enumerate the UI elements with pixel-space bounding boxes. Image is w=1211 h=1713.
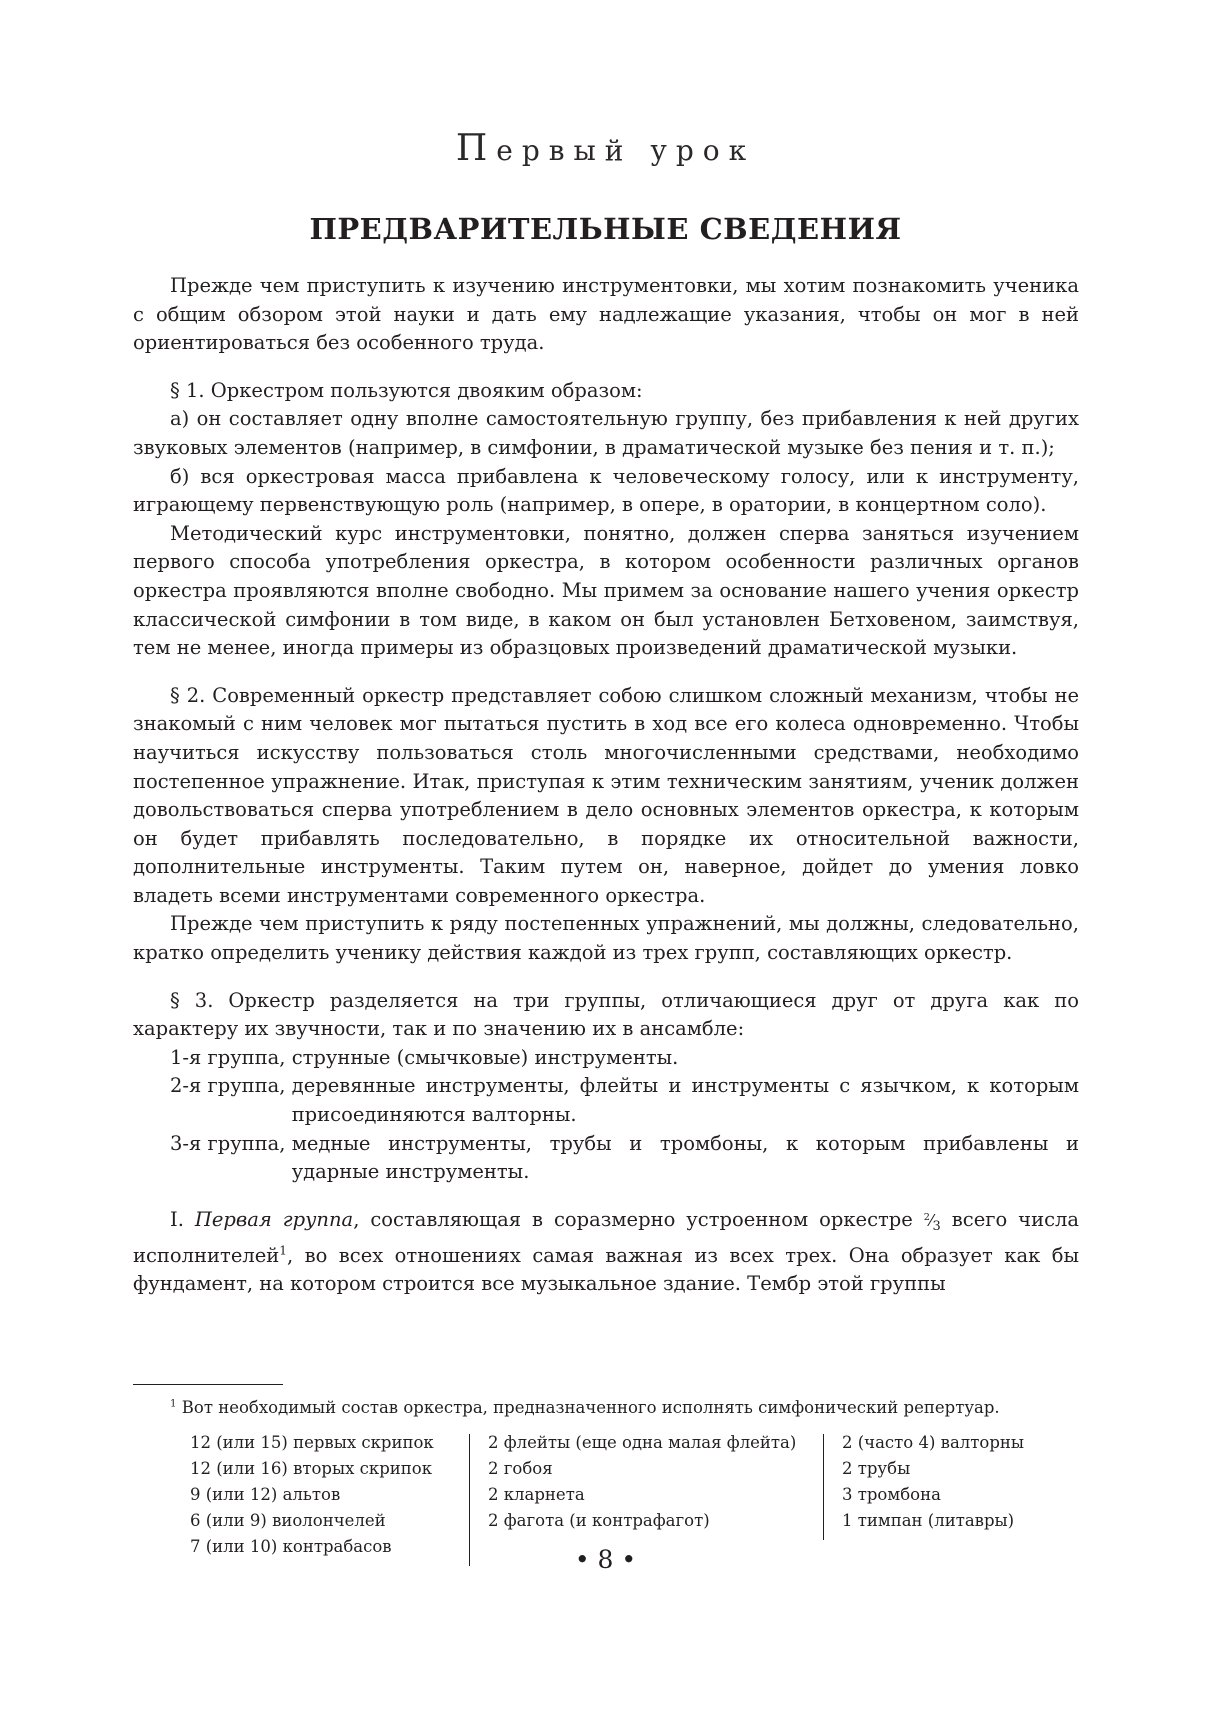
section-2-paragraph: § 2. Современный оркестр представляет собою слишком сложный механизм, чтобы не знакомый с ним человек мог пытаться пустить в ход все его колеса одновременно. Чтобы научиться искусству пользоваться столь многочисленными средствами, необходимо постепенное упражнение. Итак, приступая к этим техническим занятиям, ученик должен довольствоваться сперва употреблением в дело основных элементов оркестра, к которым он будет прибавлять последовательно, в порядке их относительной важности, дополнительные инструменты. Таким путем он, наверное, дойдет до умения ловко владеть всеми инструментами современного оркестра. — [133, 683, 1079, 907]
section-1-paragraph: Методический курс инструментовки, понятно, должен сперва заняться изучением первого способа употребления оркестра, в котором особенности различных органов оркестра проявляются вполне свободно. Мы примем за основание нашего учения оркестр классической симфонии в том виде, в каком он был установлен Бетховеном, заимствуя, тем не менее, иногда примеры из образцовых произведений драматической музыки. — [133, 521, 1079, 660]
footnote-text-line — [133, 1396, 1079, 1420]
strings-item: 9 (или 12) альтов — [190, 1485, 341, 1504]
section-3-heading: § 3. Оркестр разделяется на три группы, отличающиеся друг от друга как по характеру их звучности, так и по значению их в ансамбле: — [133, 988, 1079, 1041]
fraction-numerator: 2 — [923, 1211, 930, 1223]
section-1-item-a: а) он составляет одну вполне самостоятельную группу, без прибавления к ней других звуковых элементов (например, в симфонии, в драматической музыке без пения и т. п.); — [133, 407, 1079, 459]
section-2-paragraph-b: Прежде чем приступить к ряду постепенных упражнений, мы должны, следовательно, кратко определить ученику действия каждой из трех групп, составляющих оркестр. — [133, 912, 1079, 965]
woodwinds-item: 2 гобоя — [488, 1459, 553, 1478]
footnote-divider — [133, 1384, 283, 1385]
chapter-heading — [0, 128, 1211, 169]
woodwinds-item: 2 кларнета — [488, 1485, 585, 1504]
woodwinds-item: 2 флейты (еще одна малая флейта) — [488, 1433, 797, 1452]
strings-column — [190, 1430, 434, 1560]
first-group-emphasis: Первая группа — [194, 1207, 354, 1231]
page-number: • 8 • — [574, 1545, 637, 1574]
strings-item: 6 (или 9) виолончелей — [190, 1511, 386, 1530]
column-divider — [823, 1434, 824, 1540]
first-group-paragraph — [133, 1206, 1079, 1299]
group-text: медные инструменты, трубы и тромбоны, к которым прибавлены и ударные инструменты. — [291, 1131, 1079, 1184]
group-text: струнные (смычковые) инструменты. — [291, 1045, 679, 1069]
woodwinds-column — [488, 1430, 796, 1534]
group-item — [133, 1044, 1079, 1073]
group-text: деревянные инструменты, флейты и инструменты с язычком, к которым присоединяются валторны. — [291, 1074, 1079, 1127]
footnote-text: Вот необходимый состав оркестра, предназначенного исполнять симфонический репертуар. — [176, 1398, 1000, 1417]
woodwinds-item: 2 фагота (и контрафагот) — [488, 1511, 710, 1530]
fraction: $^2⁄_3$ — [923, 1211, 941, 1234]
brass-item: 2 (часто 4) валторны — [842, 1433, 1025, 1452]
strings-item: 7 (или 10) контрабасов — [190, 1537, 392, 1556]
brass-item: 2 трубы — [842, 1459, 911, 1478]
first-group-lead: I. — [170, 1207, 195, 1231]
brass-item: 1 тимпан (литавры) — [842, 1511, 1015, 1530]
main-text — [133, 272, 1079, 1299]
page-number-value: 8 — [597, 1545, 614, 1574]
group-label: 3-я группа, — [170, 1131, 292, 1155]
footnote — [133, 1396, 1079, 1556]
section-title: ПРЕДВАРИТЕЛЬНЫЕ СВЕДЕНИЯ — [309, 212, 902, 246]
footnote-reference: 1 — [279, 1243, 287, 1258]
intro-paragraph: Прежде чем приступить к изучению инструментовки, мы хотим познакомить ученика с общим обзором этой науки и дать ему надлежащие указания, чтобы он мог в ней ориентироваться без особенного труда. — [133, 274, 1079, 355]
strings-item: 12 (или 15) первых скрипок — [190, 1433, 434, 1452]
first-group-text-3: , во всех отношениях самая важная из всех трех. Она образует как бы фундамент, на котором строится все музыкальное здание. Тембр этой группы — [133, 1243, 1079, 1296]
chapter-heading-rest: ервый урок — [496, 134, 756, 167]
brass-item: 3 тромбона — [842, 1485, 941, 1504]
group-label: 2-я группа, — [170, 1074, 292, 1098]
section-1-heading: § 1. Оркестром пользуются двояким образом: — [170, 378, 643, 402]
footnote-mark: 1 — [170, 1398, 177, 1410]
group-label: 1-я группа, — [170, 1045, 292, 1069]
strings-item: 12 (или 16) вторых скрипок — [190, 1459, 433, 1478]
section-1-item-b: б) вся оркестровая масса прибавлена к человеческому голосу, или к инструменту, играющему первенствующую роль (например, в опере, в оратории, в концертном соло). — [133, 464, 1079, 517]
first-group-text-2: всего числа исполнителей — [133, 1207, 1079, 1267]
group-item — [133, 1072, 1079, 1129]
fraction-denominator: 3 — [932, 1218, 941, 1234]
brass-column — [842, 1430, 1024, 1534]
chapter-heading-initial: П — [455, 128, 497, 169]
group-item — [133, 1130, 1079, 1187]
first-group-text-1: , составляющая в соразмерно устроенном оркестре — [353, 1207, 924, 1231]
